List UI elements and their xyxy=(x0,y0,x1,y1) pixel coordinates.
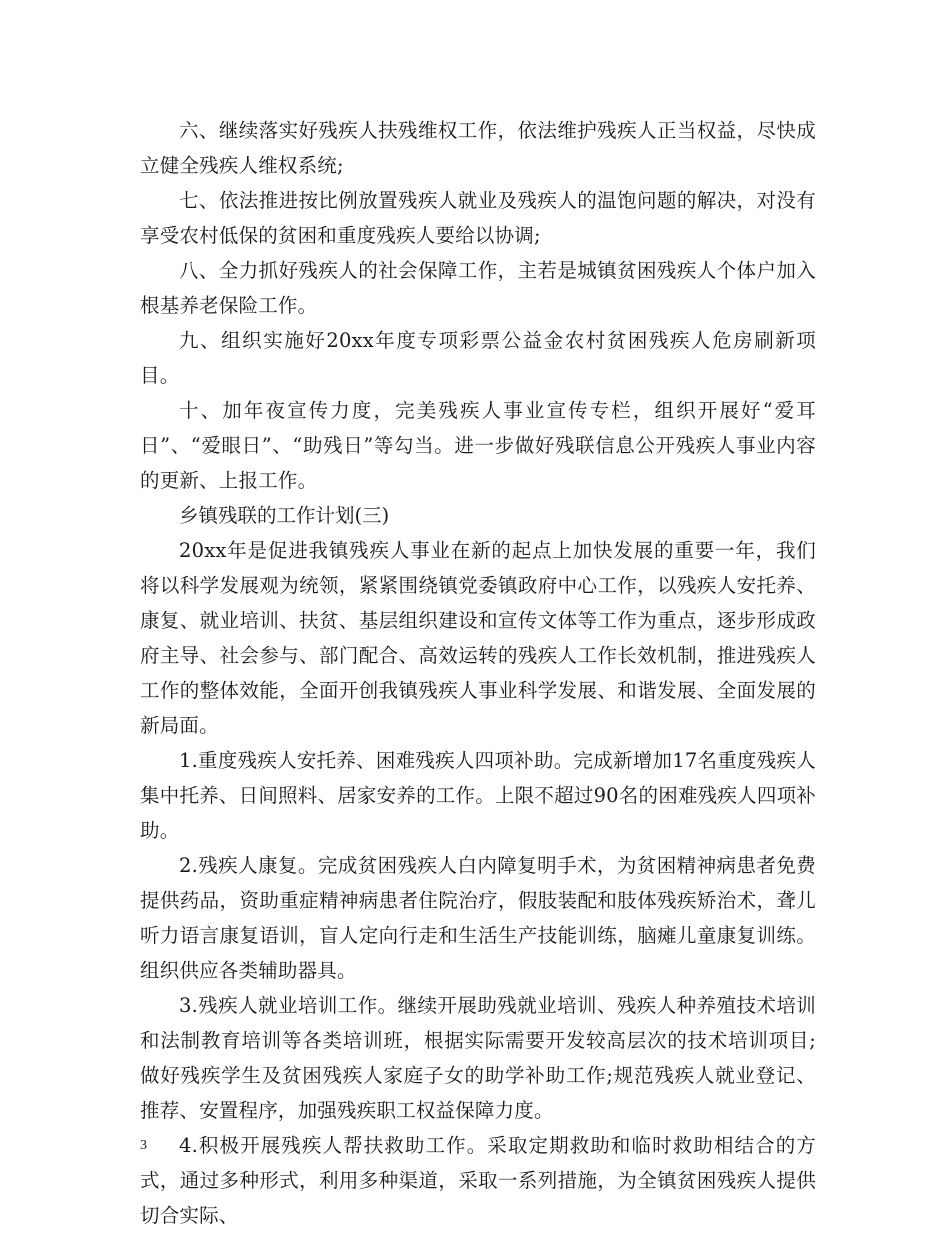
section-title: 乡镇残联的工作计划(三) xyxy=(179,504,390,527)
section-intro-paragraph: 20xx年是促进我镇残疾人事业在新的起点上加快发展的重要一年，我们将以科学发展观为统领，紧紧围绕镇党委镇政府中心工作，以残疾人安托养、康复、就业培训、扶贫、基层组织建设和宣传文体等工作为重点，逐步形成政府主导、社会参与、部门配合、高效运转的残疾人工作长效机制，推进残疾人工作的整体效能，全面开创我镇残疾人事业科学发展、和谐发展、全面发展的新局面。 xyxy=(140,539,816,737)
item-4-paragraph: 4.积极开展残疾人帮扶救助工作。采取定期救助和临时救助相结合的方式，通过多种形式，利用多种渠道，采取一系列措施，为全镇贫困残疾人提供切合实际、 xyxy=(140,1134,816,1227)
item-2-paragraph: 2.残疾人康复。完成贫困残疾人白内障复明手术，为贫困精神病患者免费提供药品，资助重症精神病患者住院治疗，假肢装配和肢体残疾矫治术，聋儿听力语言康复语训，盲人定向行走和生活生产技能训练，脑瘫儿童康复训练。组织供应各类辅助器具。 xyxy=(140,854,816,982)
item-1-paragraph: 1.重度残疾人安托养、困难残疾人四项补助。完成新增加17名重度残疾人集中托养、日间照料、居家安养的工作。上限不超过90名的困难残疾人四项补助。 xyxy=(140,749,816,842)
paragraph-8: 八、全力抓好残疾人的社会保障工作，主若是城镇贫困残疾人个体户加入根基养老保险工作。 xyxy=(140,259,816,317)
paragraph-7: 七、依法推进按比例放置残疾人就业及残疾人的温饱问题的解决，对没有享受农村低保的贫困和重度残疾人要给以协调; xyxy=(140,189,816,247)
document-body xyxy=(140,113,816,1233)
paragraph-10: 十、加年夜宣传力度，完美残疾人事业宣传专栏，组织开展好“爱耳日”、“爱眼日”、“助残日”等勾当。进一步做好残联信息公开残疾人事业内容的更新、上报工作。 xyxy=(140,399,816,492)
item-3-paragraph: 3.残疾人就业培训工作。继续开展助残就业培训、残疾人种养殖技术培训和法制教育培训等各类培训班，根据实际需要开发较高层次的技术培训项目;做好残疾学生及贫困残疾人家庭子女的助学补助工作;规范残疾人就业登记、推荐、安置程序，加强残疾职工权益保障力度。 xyxy=(140,994,816,1122)
paragraph-6: 六、继续落实好残疾人扶残维权工作，依法维护残疾人正当权益，尽快成立健全残疾人维权系统; xyxy=(140,119,816,177)
paragraph-9: 九、组织实施好20xx年度专项彩票公益金农村贫困残疾人危房刷新项目。 xyxy=(140,329,816,387)
page-number: 3 xyxy=(140,1138,147,1153)
